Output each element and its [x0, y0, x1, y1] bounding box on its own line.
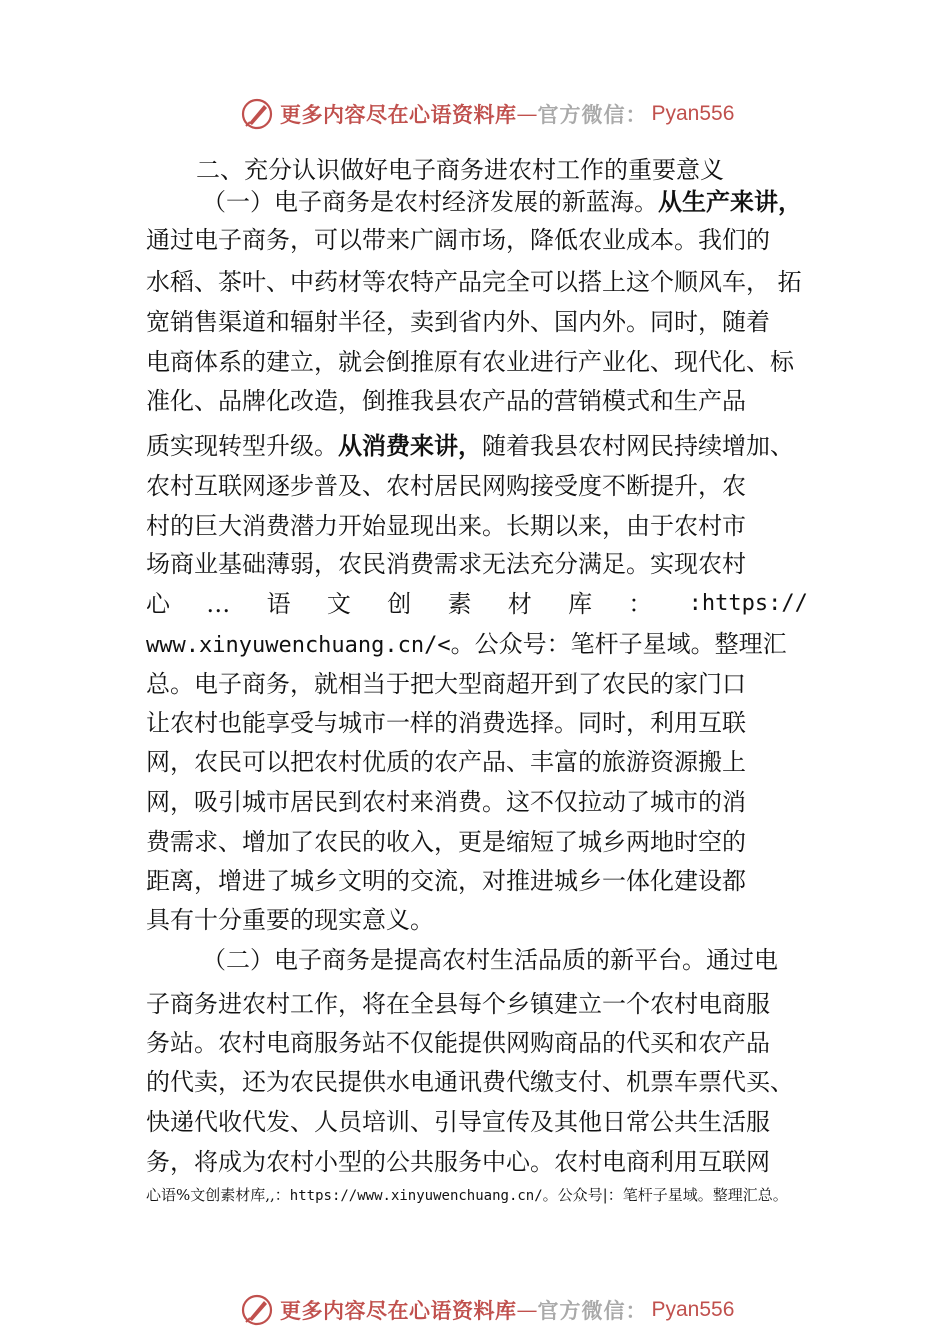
paragraph-line: 具有十分重要的现实意义。: [146, 906, 434, 934]
paragraph-line: 准化、品牌化改造，倒推我县农产品的营销模式和生产品: [146, 387, 746, 415]
paragraph-line: 务，将成为农村小型的公共服务中心。农村电商利用互联网: [146, 1148, 770, 1176]
paragraph-line: 务站。农村电商服务站不仅能提供网购商品的代买和农产品: [146, 1029, 770, 1057]
footer-watermark: 心语%文创素材库,,：https://www.xinyuwenchuang.cn/。公众号|：笔杆子星域。整理汇总。: [146, 1186, 788, 1204]
banner-wechat-label: 官方微信：: [537, 102, 648, 127]
paragraph-line: 总。电子商务，就相当于把大型商超开到了农民的家门口: [146, 670, 746, 698]
banner-title: 更多内容尽在心语资料库: [280, 102, 517, 127]
section-heading: 二、充分认识做好电子商务进农村工作的重要意义: [196, 156, 724, 184]
paragraph-line: 村的巨大消费潜力开始显现出来。长期以来，由于农村市: [146, 512, 746, 540]
paragraph-line: 宽销售渠道和辐射半径，卖到省内外、国内外。同时，随着: [146, 308, 770, 336]
banner-title: 更多内容尽在心语资料库: [280, 1298, 517, 1323]
watermark-url: www.xinyuwenchuang.cn/<: [146, 633, 451, 658]
bold-phrase-production: 从生产来讲，: [658, 188, 802, 216]
pen-logo-icon: [240, 97, 274, 131]
paragraph-line: 场商业基础薄弱，农民消费需求无法充分满足。实现农村: [146, 550, 746, 578]
paragraph-line: www.xinyuwenchuang.cn/<。公众号：笔杆子星域。整理汇: [146, 630, 787, 658]
paragraph-line: 水稻、茶叶、中药材等农特产品完全可以搭上这个顺风车， 拓: [146, 268, 802, 296]
bold-phrase-consumption: 从消费来讲，: [338, 432, 482, 460]
banner-wechat-label: 官方微信：: [537, 1298, 648, 1323]
banner-wechat-id: Pyan556: [651, 102, 735, 125]
header-banner: [240, 96, 734, 132]
paragraph-line: （一）电子商务是农村经济发展的新蓝海。从生产来讲，: [202, 188, 802, 216]
paragraph-line: 费需求、增加了农民的收入，更是缩短了城乡两地时空的: [146, 828, 746, 856]
paragraph-line: 网，农民可以把农村优质的农产品、丰富的旅游资源搬上: [146, 748, 746, 776]
paragraph-line: 通过电子商务，可以带来广阔市场，降低农业成本。我们的: [146, 226, 770, 254]
banner-dash: —: [516, 102, 538, 126]
watermark-line: 心 … 语 文 创 素 材 库 ： :https://: [146, 590, 808, 618]
banner-wechat-id: Pyan556: [651, 1298, 735, 1321]
paragraph-line: 让农村也能享受与城市一样的消费选择。同时，利用互联: [146, 709, 746, 737]
paragraph-line: 电商体系的建立，就会倒推原有农业进行产业化、现代化、标: [146, 348, 794, 376]
paragraph-line: （二）电子商务是提高农村生活品质的新平台。通过电: [202, 946, 778, 974]
paragraph-line: 快递代收代发、人员培训、引导宣传及其他日常公共生活服: [146, 1108, 770, 1136]
paragraph-line: 子商务进农村工作，将在全县每个乡镇建立一个农村电商服: [146, 990, 770, 1018]
footer-url: https://www.xinyuwenchuang.cn/: [289, 1188, 543, 1204]
pen-logo-icon: [240, 1293, 274, 1327]
paragraph-line: 距离，增进了城乡文明的交流，对推进城乡一体化建设都: [146, 867, 746, 895]
footer-banner: [240, 1292, 734, 1328]
paragraph-line: 网，吸引城市居民到农村来消费。这不仅拉动了城市的消: [146, 788, 746, 816]
paragraph-line: 农村互联网逐步普及、农村居民网购接受度不断提升，农: [146, 472, 746, 500]
paragraph-line: 质实现转型升级。从消费来讲，随着我县农村网民持续增加、: [146, 432, 794, 460]
banner-dash: —: [516, 1298, 538, 1322]
paragraph-line: 的代卖，还为农民提供水电通讯费代缴支付、机票车票代买、: [146, 1068, 794, 1096]
